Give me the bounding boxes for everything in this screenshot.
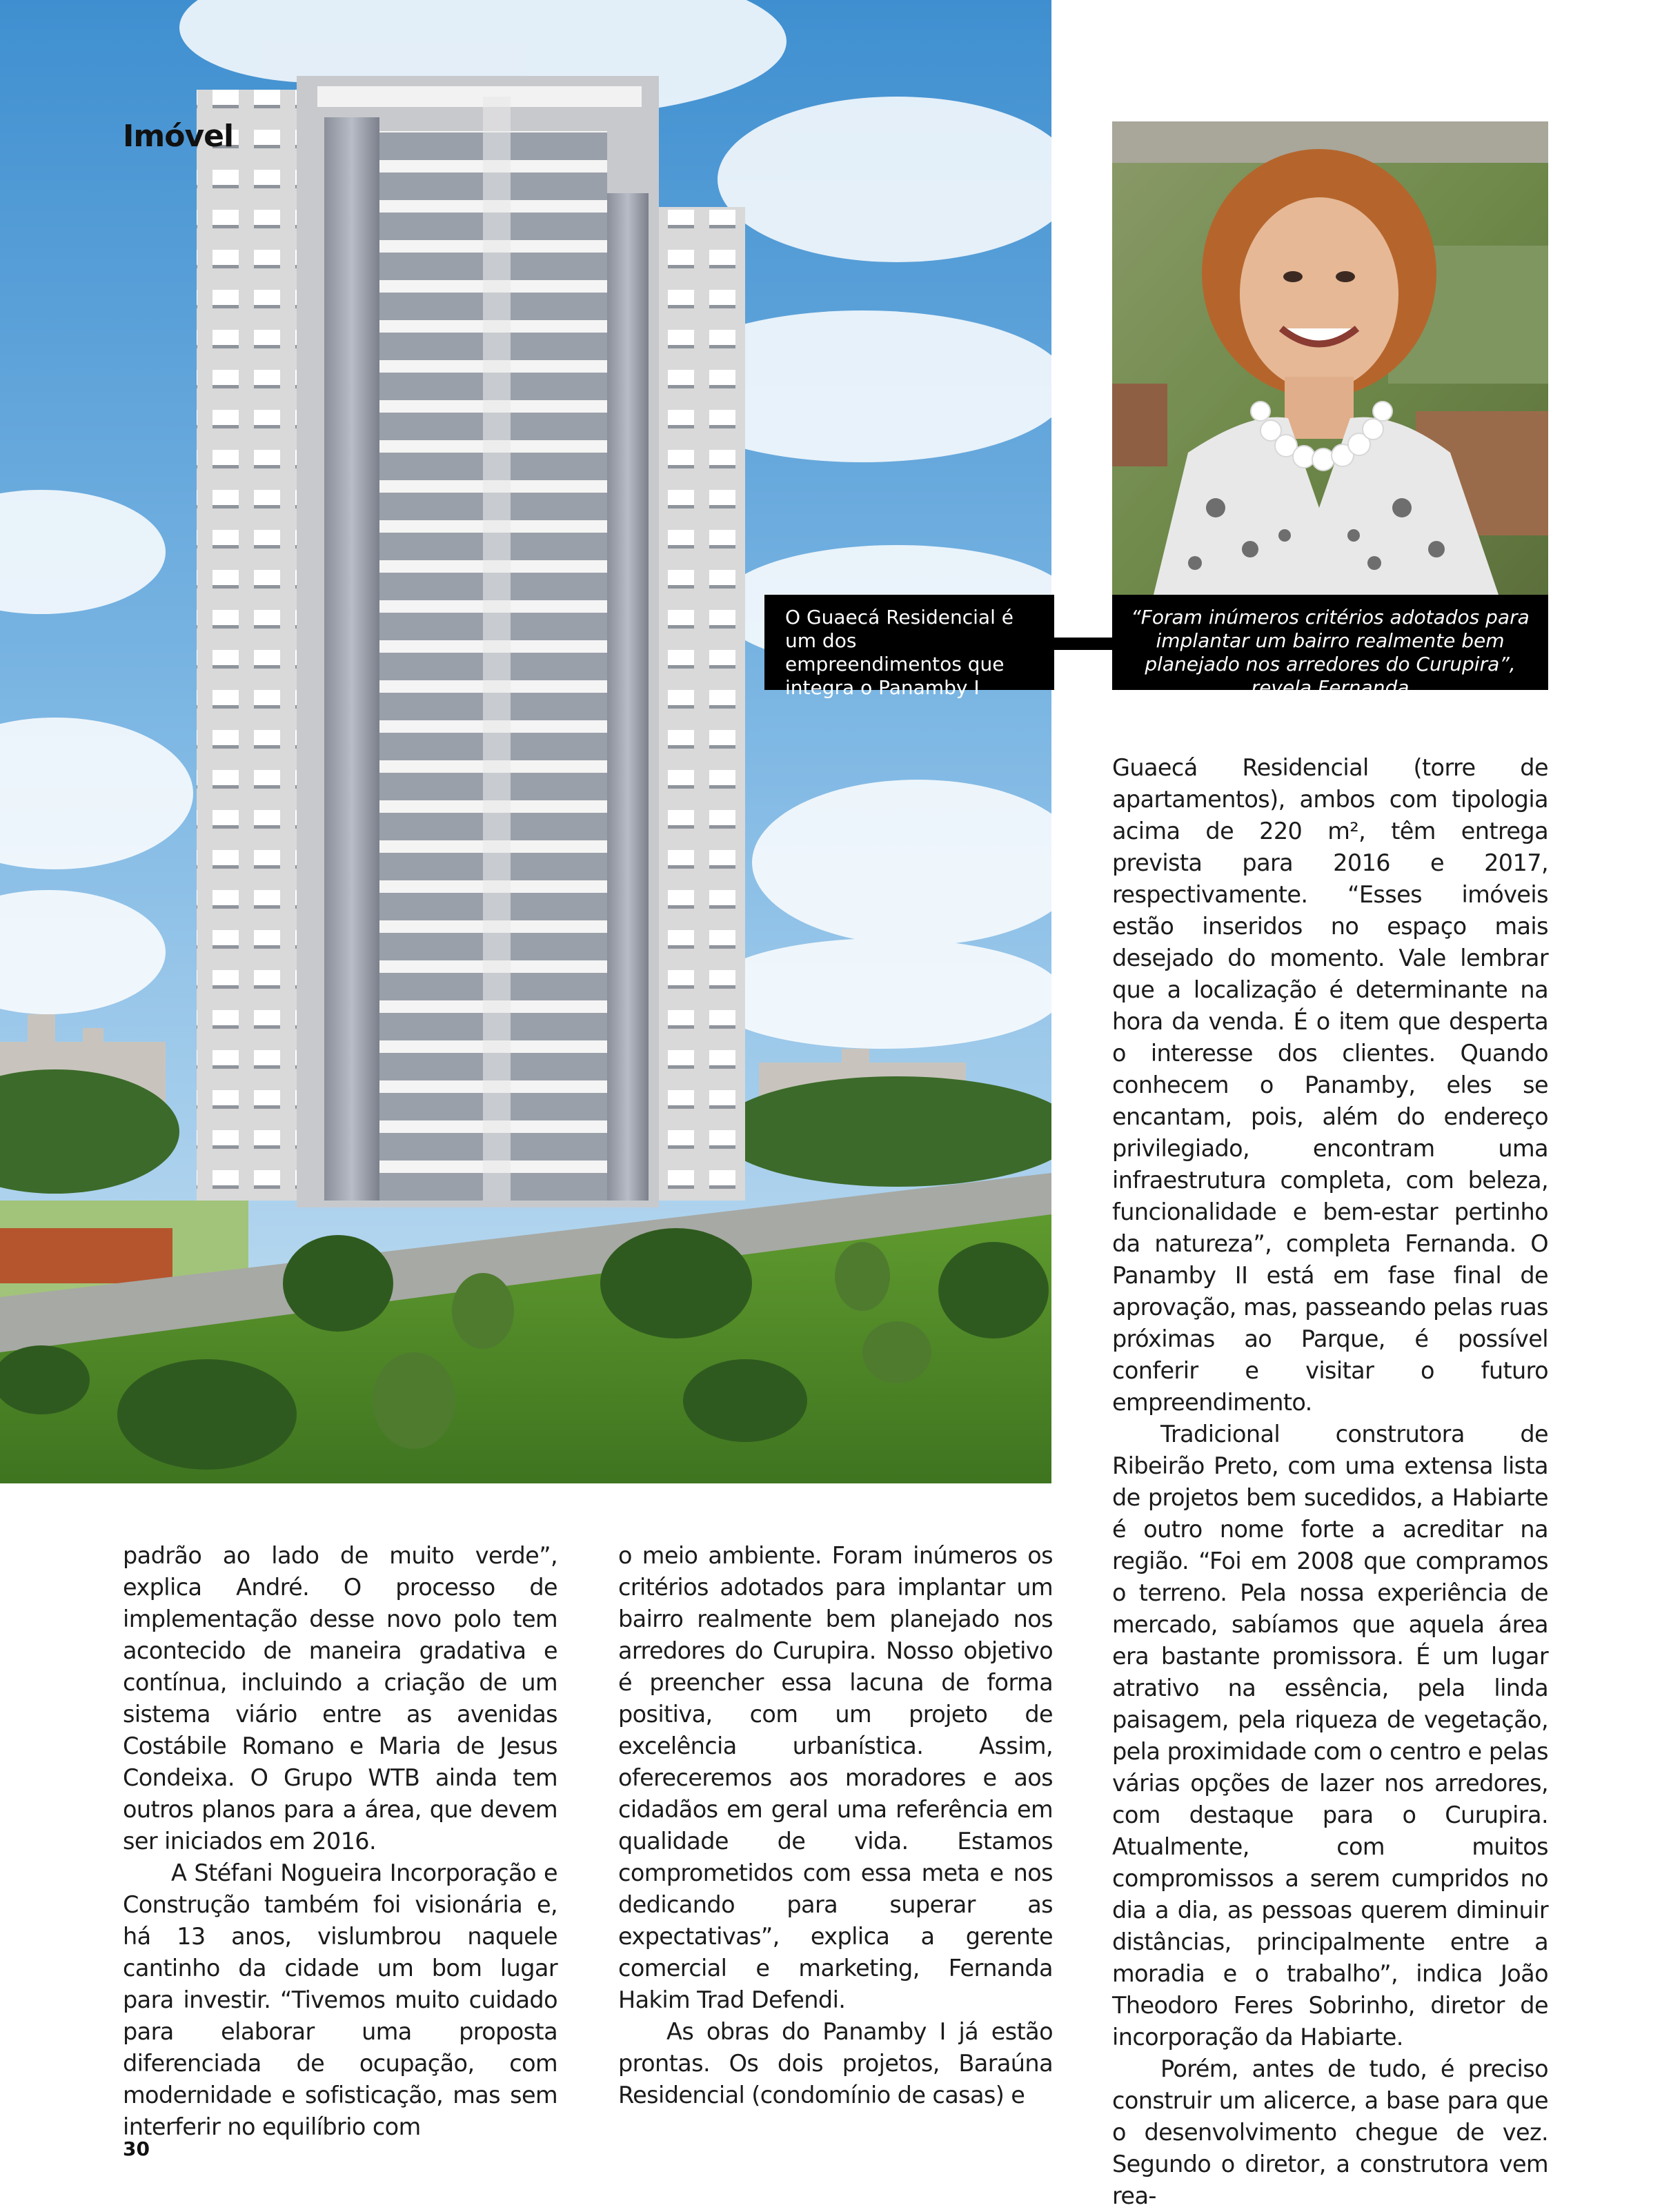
paragraph: Guaecá Residencial (torre de apartamentos), ambos com tipologia acima de 220 m², têm entrega prevista para 2016 e 2017, respectivamente. “Esses imóveis estão inseridos no espaço mais desejado do momento. Vale lembrar que a localização é determinante na hora da venda. É o item que desperta o interesse dos clientes. Quando conhecem o Panamby, eles se encantam, pois, além do endereço privilegiado, encontram uma infraestrutura completa, com beleza, funcionalidade e bem-estar pertinho da natureza”, completa Fernanda. O Panamby II está em fase final de aprovação, mas, passeando pelas ruas próximas ao Parque, é possível conferir e visitar o futuro empreendimento. (1112, 754, 1548, 1416)
paragraph: A Stéfani Nogueira Incorporação e Construção também foi visionária e, há 13 anos, vislumbrou naquele cantinho da cidade um bom lugar para investir. “Tivemos muito cuidado para elaborar uma proposta diferenciada de ocupação, com modernidade e sofisticação, mas sem interferir no equilíbrio com (123, 1859, 557, 2140)
paragraph: padrão ao lado de muito verde”, explica André. O processo de implementação desse novo polo tem acontecido de maneira gradativa e contínua, incluindo a criação de um sistema viário entre as avenidas Costábile Romano e Maria de Jesus Condeixa. O Grupo WTB ainda tem outros planos para a área, que devem ser iniciados em 2016. (123, 1542, 557, 1855)
hero-caption: O Guaecá Residencial é um dos empreendimentos que integra o Panamby I (764, 595, 1054, 690)
page-number: 30 (123, 2137, 150, 2160)
text-column-3 (1112, 752, 1548, 2212)
paragraph: As obras do Panamby I já estão prontas. Os dois projetos, Baraúna Residencial (condomínio de casas) e (618, 2018, 1053, 2109)
portrait-photo (1112, 121, 1548, 595)
text-column-1 (123, 1540, 557, 2143)
paragraph: Tradicional construtora de Ribeirão Preto, com uma extensa lista de projetos bem sucedidos, a Habiarte é outro nome forte a acreditar na região. “Foi em 2008 que compramos o terreno. Pela nossa experiência de mercado, sabíamos que aquela área era bastante promissora. É um lugar atrativo na essência, pela linda paisagem, pela riqueza de vegetação, pela proximidade com o centro e pelas várias opções de lazer nos arredores, com destaque para o Curupira. Atualmente, com muitos compromissos a serem cumpridos no dia a dia, as pessoas querem diminuir distâncias, principalmente entre a moradia e o trabalho”, indica João Theodoro Feres Sobrinho, diretor de incorporação da Habiarte. (1112, 1421, 1548, 2051)
paragraph: o meio ambiente. Foram inúmeros os critérios adotados para implantar um bairro realmente bem planejado nos arredores do Curupira. Nosso objetivo é preencher essa lacuna de forma positiva, com um projeto de excelência urbanística. Assim, ofereceremos aos moradores e aos cidadãos em geral uma referência em qualidade de vida. Estamos comprometidos com essa meta e nos dedicando para superar as expectativas”, explica a gerente comercial e marketing, Fernanda Hakim Trad Defendi. (618, 1542, 1053, 2013)
paragraph: Porém, antes de tudo, é preciso construir um alicerce, a base para que o desenvolvimento chegue de vez. Segundo o diretor, a construtora vem rea- (1112, 2055, 1548, 2209)
section-label: Imóvel (123, 119, 234, 154)
portrait-caption: “Foram inúmeros critérios adotados para implantar um bairro realmente bem planejado nos arredores do Curupira”, revela Fernanda (1112, 595, 1548, 690)
building-render-image (0, 0, 1051, 1483)
portrait-photo-icon (1112, 121, 1548, 595)
text-column-2 (618, 1540, 1053, 2111)
caption-connector-line (1054, 638, 1112, 650)
building-render-icon (0, 0, 1051, 1483)
